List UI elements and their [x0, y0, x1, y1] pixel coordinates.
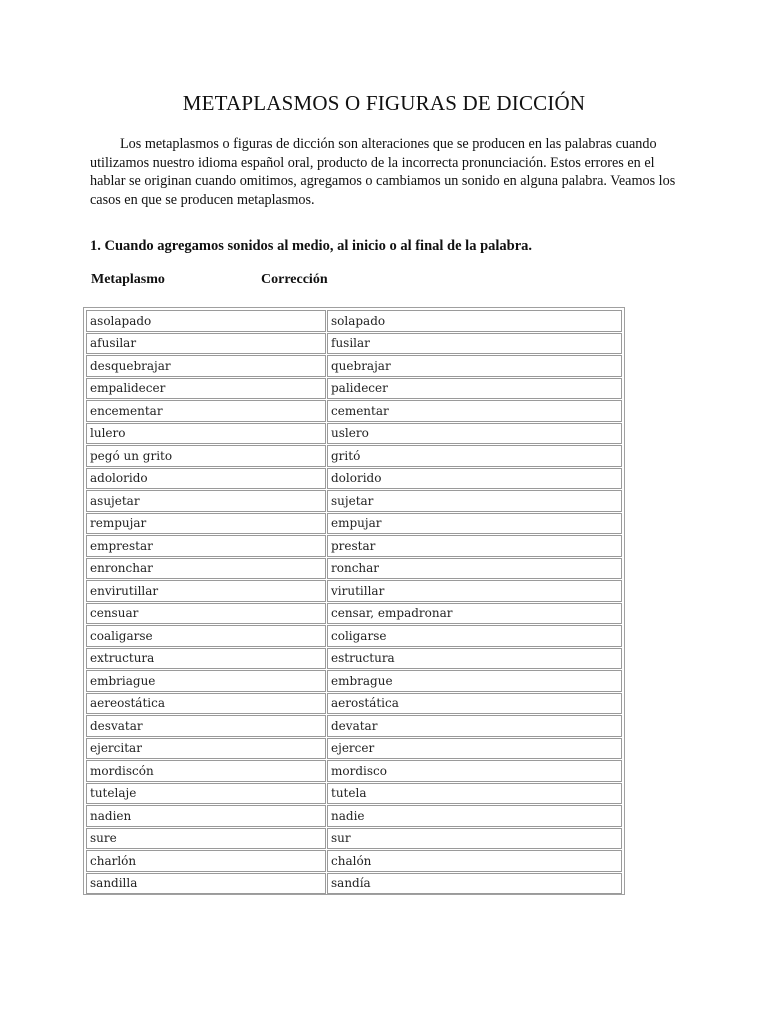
- table-row: [86, 850, 622, 872]
- cell-correccion: mordisco: [327, 760, 622, 782]
- table-row: [86, 738, 622, 760]
- cell-metaplasmo: asolapado: [86, 310, 326, 332]
- cell-metaplasmo: tutelaje: [86, 783, 326, 805]
- cell-correccion: estructura: [327, 648, 622, 670]
- cell-metaplasmo: enronchar: [86, 558, 326, 580]
- cell-correccion: ejercer: [327, 738, 622, 760]
- cell-correccion: virutillar: [327, 580, 622, 602]
- cell-metaplasmo: charlón: [86, 850, 326, 872]
- table-row: [86, 310, 622, 332]
- table-row: [86, 355, 622, 377]
- cell-metaplasmo: lulero: [86, 423, 326, 445]
- cell-metaplasmo: aereostática: [86, 693, 326, 715]
- table-row: [86, 558, 622, 580]
- table-row: [86, 828, 622, 850]
- section-heading: 1. Cuando agregamos sonidos al medio, al inicio o al final de la palabra.: [90, 238, 533, 254]
- table-row: [86, 333, 622, 355]
- cell-correccion: fusilar: [327, 333, 622, 355]
- cell-metaplasmo: sandilla: [86, 873, 326, 895]
- table-row: [86, 513, 622, 535]
- document-title: METAPLASMOS O FIGURAS DE DICCIÓN: [182, 91, 586, 115]
- table-row: [86, 603, 622, 625]
- cell-metaplasmo: asujetar: [86, 490, 326, 512]
- column-header-metaplasmo: Metaplasmo: [91, 272, 165, 287]
- cell-correccion: uslero: [327, 423, 622, 445]
- table-row: [86, 783, 622, 805]
- cell-correccion: empujar: [327, 513, 622, 535]
- cell-metaplasmo: desvatar: [86, 715, 326, 737]
- cell-metaplasmo: empalidecer: [86, 378, 326, 400]
- cell-metaplasmo: sure: [86, 828, 326, 850]
- cell-metaplasmo: envirutillar: [86, 580, 326, 602]
- cell-metaplasmo: afusilar: [86, 333, 326, 355]
- cell-metaplasmo: emprestar: [86, 535, 326, 557]
- cell-correccion: devatar: [327, 715, 622, 737]
- table-row: [86, 445, 622, 467]
- table-row: [86, 715, 622, 737]
- cell-metaplasmo: coaligarse: [86, 625, 326, 647]
- cell-correccion: cementar: [327, 400, 622, 422]
- words-table: [85, 309, 623, 895]
- cell-metaplasmo: adolorido: [86, 468, 326, 490]
- cell-metaplasmo: embriague: [86, 670, 326, 692]
- table-row: [86, 760, 622, 782]
- cell-metaplasmo: rempujar: [86, 513, 326, 535]
- cell-correccion: sur: [327, 828, 622, 850]
- cell-correccion: sujetar: [327, 490, 622, 512]
- cell-metaplasmo: mordiscón: [86, 760, 326, 782]
- table-row: [86, 468, 622, 490]
- table-row: [86, 693, 622, 715]
- cell-correccion: prestar: [327, 535, 622, 557]
- table-row: [86, 873, 622, 895]
- cell-correccion: tutela: [327, 783, 622, 805]
- cell-metaplasmo: pegó un grito: [86, 445, 326, 467]
- cell-correccion: quebrajar: [327, 355, 622, 377]
- table-body: [86, 310, 622, 894]
- cell-correccion: coligarse: [327, 625, 622, 647]
- table-row: [86, 400, 622, 422]
- column-headers: [91, 272, 491, 292]
- cell-metaplasmo: extructura: [86, 648, 326, 670]
- cell-correccion: palidecer: [327, 378, 622, 400]
- table-row: [86, 805, 622, 827]
- cell-correccion: solapado: [327, 310, 622, 332]
- cell-correccion: gritó: [327, 445, 622, 467]
- intro-paragraph: Los metaplasmos o figuras de dicción son alteraciones que se producen en las palabras cuando utilizamos nuestro idioma español oral, producto de la incorrecta pronunciación. Estos errores en el hablar se originan cuando omitimos, agregamos o cambiamos un sonido en alguna palabra. Veamos los casos en que se producen metaplasmos.: [90, 136, 676, 208]
- table-row: [86, 490, 622, 512]
- cell-correccion: chalón: [327, 850, 622, 872]
- cell-correccion: dolorido: [327, 468, 622, 490]
- metaplasmos-table: [83, 307, 625, 895]
- cell-correccion: embrague: [327, 670, 622, 692]
- cell-correccion: censar, empadronar: [327, 603, 622, 625]
- table-row: [86, 670, 622, 692]
- table-row: [86, 378, 622, 400]
- table-row: [86, 535, 622, 557]
- cell-correccion: nadie: [327, 805, 622, 827]
- cell-metaplasmo: encementar: [86, 400, 326, 422]
- table-row: [86, 580, 622, 602]
- table-row: [86, 648, 622, 670]
- column-header-correccion: Corrección: [261, 272, 328, 287]
- cell-metaplasmo: desquebrajar: [86, 355, 326, 377]
- cell-correccion: sandía: [327, 873, 622, 895]
- table-row: [86, 625, 622, 647]
- cell-correccion: ronchar: [327, 558, 622, 580]
- cell-metaplasmo: censuar: [86, 603, 326, 625]
- cell-correccion: aerostática: [327, 693, 622, 715]
- cell-metaplasmo: nadien: [86, 805, 326, 827]
- table-row: [86, 423, 622, 445]
- cell-metaplasmo: ejercitar: [86, 738, 326, 760]
